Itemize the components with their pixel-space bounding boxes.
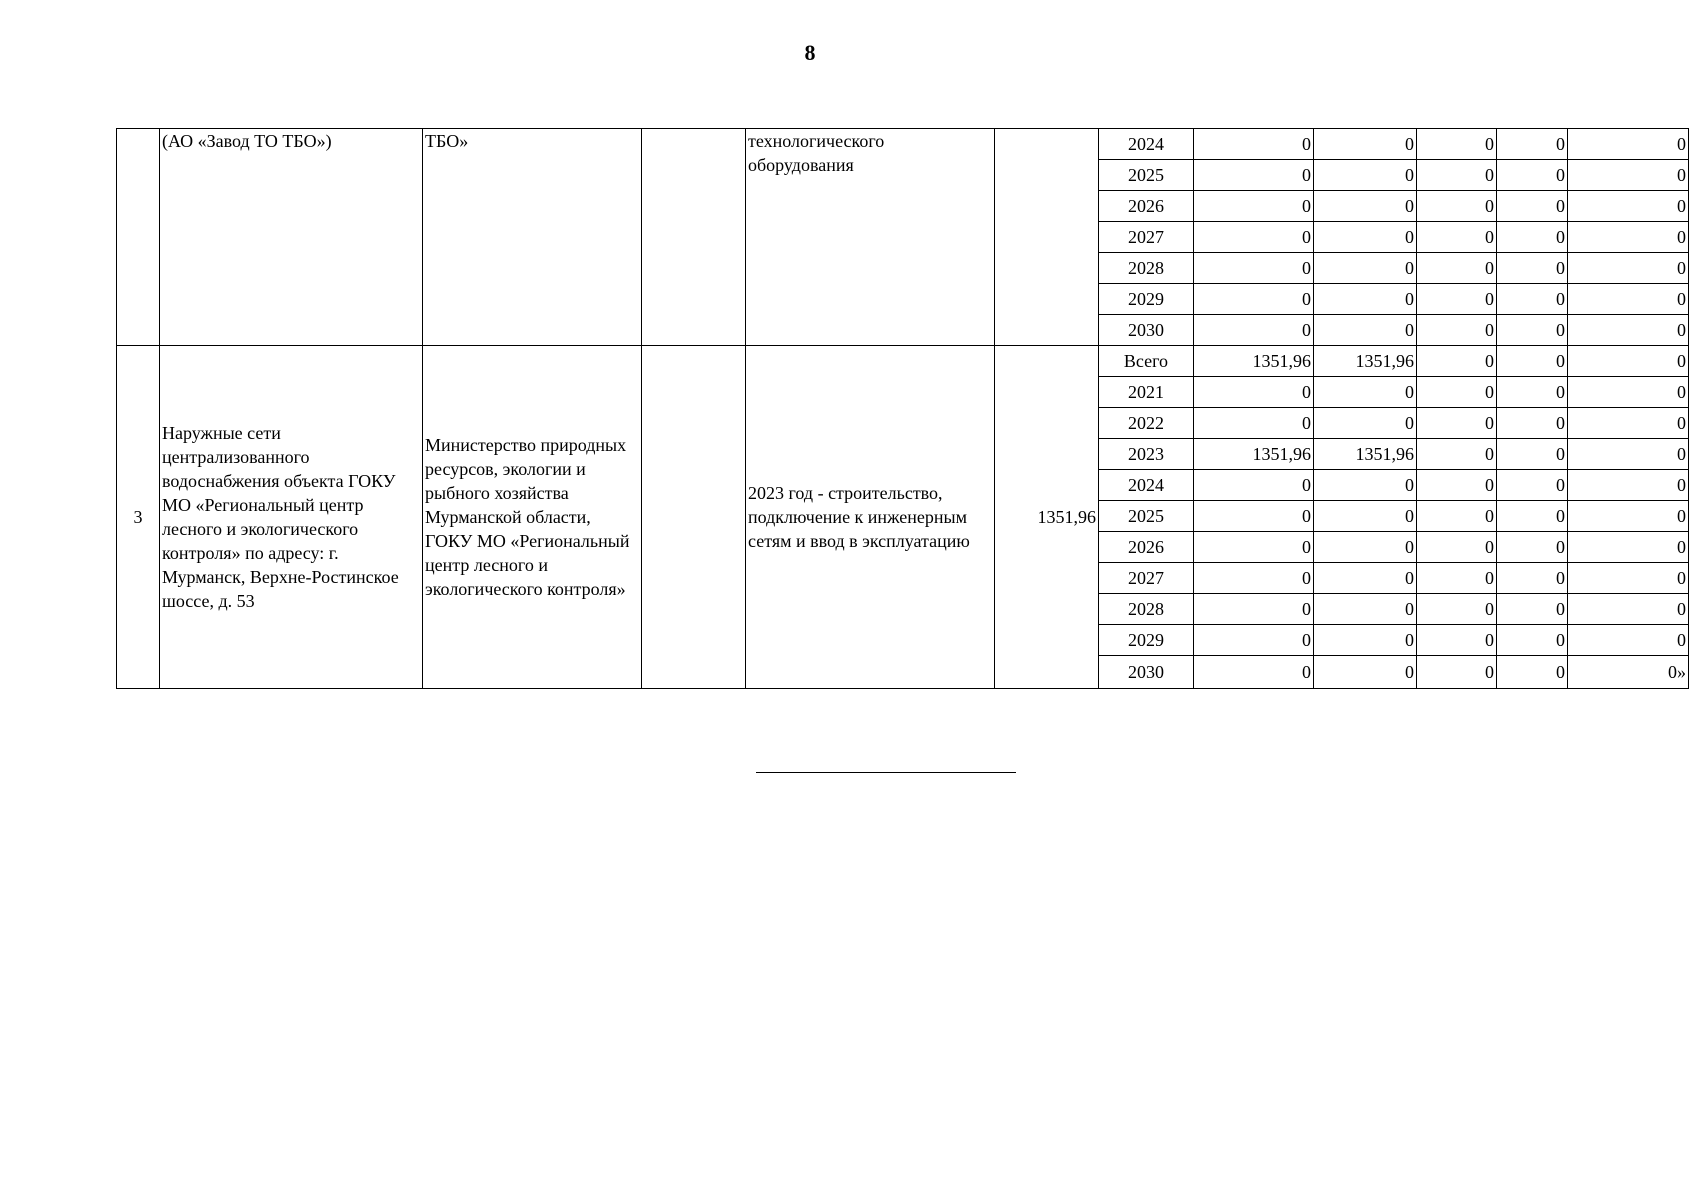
value-cell: 0	[1417, 253, 1497, 284]
value-cell: 0	[1194, 222, 1314, 253]
value-cell: 0	[1568, 253, 1689, 284]
value-cell: 1351,96	[1314, 439, 1417, 470]
value-cell: 0	[1497, 408, 1568, 439]
value-cell: 0	[1497, 625, 1568, 656]
value-cell: 0	[1194, 408, 1314, 439]
table-row	[117, 346, 1689, 377]
value-cell: 0	[1194, 129, 1314, 160]
value-cell: 0	[1497, 129, 1568, 160]
value-cell: 0	[1497, 563, 1568, 594]
empty-cell	[642, 129, 746, 346]
value-cell: 0	[1314, 625, 1417, 656]
value-cell: 0	[1417, 625, 1497, 656]
value-cell: 0	[1568, 160, 1689, 191]
value-cell: 0	[1194, 160, 1314, 191]
year-cell: 2023	[1099, 439, 1194, 470]
value-cell: 0	[1314, 253, 1417, 284]
object-name-cell: Наружные сети централизованного водоснабжения объекта ГОКУ МО «Региональный центр лесного и экологического контроля» по адресу: г. Мурманск, Верхне-Ростинское шоссе, д. 53	[160, 346, 423, 689]
empty-cell	[642, 346, 746, 689]
value-cell: 0	[1314, 129, 1417, 160]
closing-divider	[756, 772, 1016, 773]
value-cell: 1351,96	[1314, 346, 1417, 377]
value-cell: 0	[1568, 594, 1689, 625]
value-cell: 0	[1417, 222, 1497, 253]
value-cell: 0	[1194, 284, 1314, 315]
value-cell: 0	[1314, 315, 1417, 346]
value-cell: 0	[1568, 532, 1689, 563]
value-cell: 0	[1497, 594, 1568, 625]
value-cell: 0	[1314, 408, 1417, 439]
value-cell: 0	[1417, 439, 1497, 470]
value-cell: 0	[1568, 563, 1689, 594]
value-cell: 0	[1194, 253, 1314, 284]
year-cell: 2028	[1099, 253, 1194, 284]
value-cell: 0	[1497, 656, 1568, 689]
value-cell: 0	[1417, 315, 1497, 346]
number-cell	[117, 129, 160, 346]
year-cell: 2030	[1099, 656, 1194, 689]
year-cell: 2026	[1099, 532, 1194, 563]
value-cell: 0	[1194, 656, 1314, 689]
value-cell: 0	[1314, 656, 1417, 689]
value-cell: 0	[1417, 563, 1497, 594]
value-cell: 0	[1417, 129, 1497, 160]
value-cell: 0	[1568, 284, 1689, 315]
value-cell: 0	[1417, 346, 1497, 377]
value-cell: 0	[1568, 315, 1689, 346]
value-cell: 0	[1568, 129, 1689, 160]
value-cell: 0	[1194, 315, 1314, 346]
year-cell: 2021	[1099, 377, 1194, 408]
value-cell: 0	[1568, 439, 1689, 470]
value-cell: 0	[1568, 346, 1689, 377]
value-cell: 0	[1194, 377, 1314, 408]
year-cell: 2027	[1099, 563, 1194, 594]
value-cell: 0	[1194, 501, 1314, 532]
value-cell: 0	[1194, 625, 1314, 656]
value-cell: 0	[1497, 346, 1568, 377]
value-cell: 0	[1417, 408, 1497, 439]
cost-cell	[995, 129, 1099, 346]
value-cell: 0	[1568, 222, 1689, 253]
value-cell: 0	[1568, 408, 1689, 439]
year-cell: 2029	[1099, 625, 1194, 656]
value-cell: 0	[1497, 284, 1568, 315]
value-cell: 0	[1497, 377, 1568, 408]
year-cell: 2025	[1099, 160, 1194, 191]
year-cell: 2030	[1099, 315, 1194, 346]
value-cell: 0	[1314, 191, 1417, 222]
value-cell: 0	[1314, 594, 1417, 625]
value-cell: 0	[1417, 284, 1497, 315]
value-cell: 0	[1568, 501, 1689, 532]
value-cell: 0	[1194, 594, 1314, 625]
value-cell: 0	[1497, 532, 1568, 563]
value-cell: 0	[1497, 315, 1568, 346]
value-cell: 0	[1314, 377, 1417, 408]
value-cell: 0	[1497, 470, 1568, 501]
value-cell: 0	[1314, 222, 1417, 253]
value-cell: 0	[1194, 470, 1314, 501]
year-cell: 2029	[1099, 284, 1194, 315]
year-cell: 2024	[1099, 129, 1194, 160]
value-cell: 0	[1314, 563, 1417, 594]
value-cell: 0	[1314, 284, 1417, 315]
value-cell: 0»	[1568, 656, 1689, 689]
value-cell: 0	[1417, 501, 1497, 532]
value-cell: 0	[1194, 191, 1314, 222]
value-cell: 0	[1417, 377, 1497, 408]
value-cell: 0	[1314, 160, 1417, 191]
value-cell: 0	[1497, 439, 1568, 470]
value-cell: 0	[1497, 501, 1568, 532]
number-cell: 3	[117, 346, 160, 689]
cost-cell: 1351,96	[995, 346, 1099, 689]
value-cell: 0	[1417, 532, 1497, 563]
year-cell: 2026	[1099, 191, 1194, 222]
value-cell: 0	[1194, 563, 1314, 594]
value-cell: 1351,96	[1194, 439, 1314, 470]
value-cell: 0	[1417, 656, 1497, 689]
value-cell: 0	[1497, 253, 1568, 284]
value-cell: 0	[1417, 191, 1497, 222]
stage-cell: технологического оборудования	[746, 129, 995, 346]
value-cell: 0	[1417, 160, 1497, 191]
year-cell: 2025	[1099, 501, 1194, 532]
program-table	[116, 128, 1689, 689]
value-cell: 0	[1314, 532, 1417, 563]
value-cell: 0	[1194, 532, 1314, 563]
value-cell: 0	[1417, 594, 1497, 625]
value-cell: 0	[1568, 625, 1689, 656]
value-cell: 0	[1568, 191, 1689, 222]
value-cell: 0	[1417, 470, 1497, 501]
value-cell: 0	[1497, 191, 1568, 222]
customer-cell: ТБО»	[423, 129, 642, 346]
year-cell: 2027	[1099, 222, 1194, 253]
table-row	[117, 129, 1689, 160]
year-cell: 2024	[1099, 470, 1194, 501]
value-cell: 0	[1497, 222, 1568, 253]
page-number: 8	[804, 40, 816, 65]
stage-cell: 2023 год - строительство, подключение к инженерным сетям и ввод в эксплуатацию	[746, 346, 995, 689]
year-cell: 2028	[1099, 594, 1194, 625]
value-cell: 0	[1314, 470, 1417, 501]
year-cell: Всего	[1099, 346, 1194, 377]
value-cell: 0	[1568, 377, 1689, 408]
value-cell: 0	[1314, 501, 1417, 532]
value-cell: 0	[1568, 470, 1689, 501]
object-name-cell: (АО «Завод ТО ТБО»)	[160, 129, 423, 346]
value-cell: 1351,96	[1194, 346, 1314, 377]
customer-cell: Министерство природных ресурсов, экологии и рыбного хозяйства Мурманской области, ГОКУ МО «Региональный центр лесного и экологического контроля»	[423, 346, 642, 689]
year-cell: 2022	[1099, 408, 1194, 439]
value-cell: 0	[1497, 160, 1568, 191]
